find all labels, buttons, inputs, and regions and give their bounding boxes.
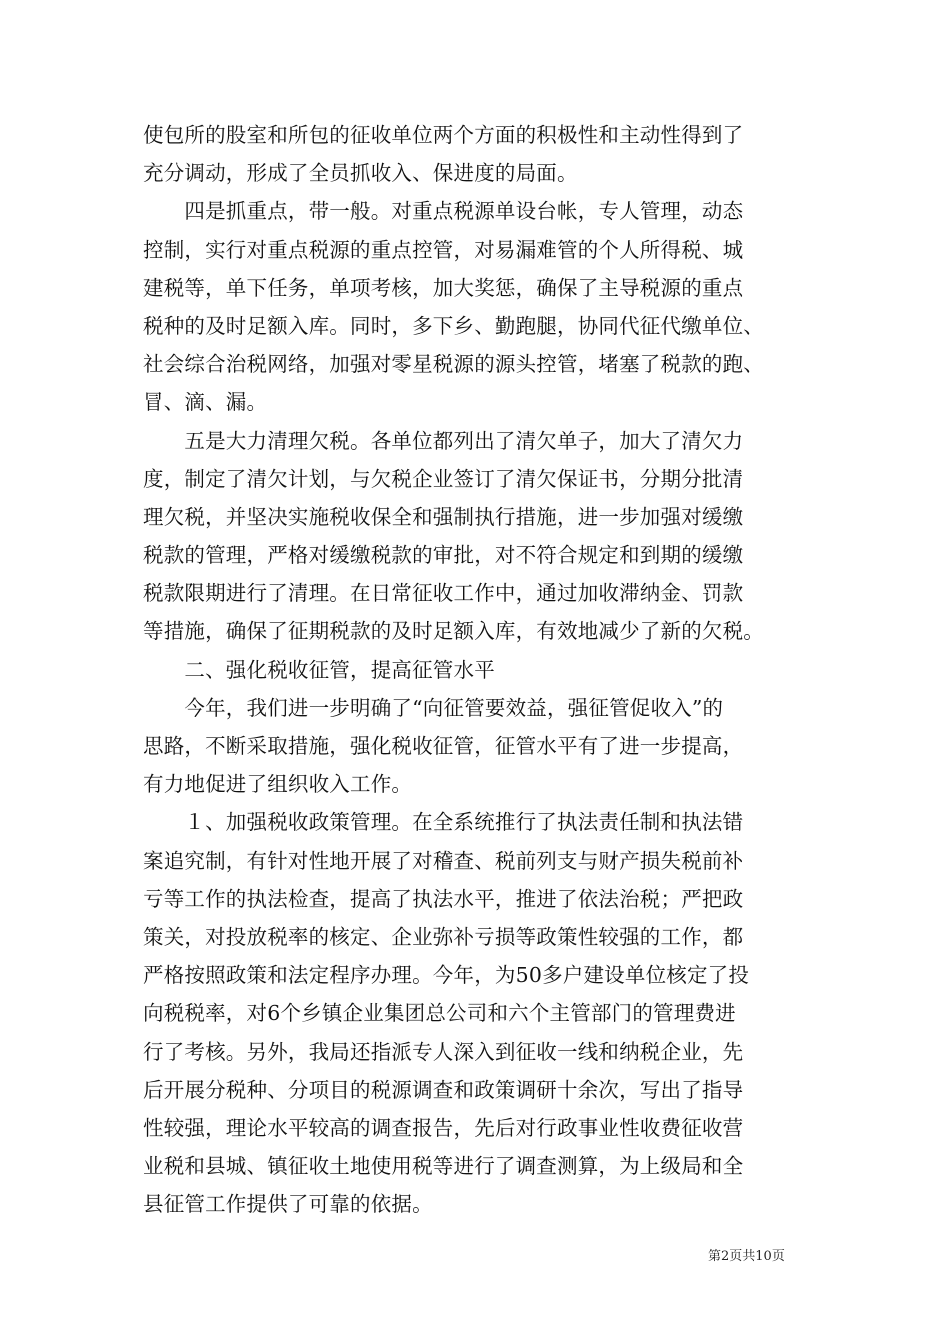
text-line-12: 税款的管理，严格对缓缴税款的审批，对不符合规定和到期的缓缴	[143, 543, 744, 568]
text-line-14: 等措施，确保了征期税款的及时足额入库，有效地减少了新的欠税。	[143, 619, 764, 644]
text-line-8: 冒、滴、漏。	[143, 390, 268, 415]
document-body	[143, 116, 833, 1223]
text-line-16: 今年，我们进一步明确了“向征管要效益，强征管促收入”的	[143, 695, 724, 720]
text-line-23: 严格按照政策和法定程序办理。今年，为50多户建设单位核定了投	[143, 963, 750, 988]
text-line-7: 社会综合治税网络，加强对零星税源的源头控管，堵塞了税款的跑、	[143, 352, 764, 377]
text-line-18: 有力地促进了组织收入工作。	[143, 772, 413, 797]
page-number-footer: 第2页共10页	[708, 1249, 785, 1264]
text-line-4: 控制，实行对重点税源的重点控管，对易漏难管的个人所得税、城	[143, 237, 744, 262]
text-line-21: 亏等工作的执法检查，提高了执法水平，推进了依法治税；严把政	[143, 886, 744, 911]
text-line-28: 业税和县城、镇征收土地使用税等进行了调查测算，为上级局和全	[143, 1154, 744, 1179]
text-line-20: 案追究制，有针对性地开展了对稽查、税前列支与财产损失税前补	[143, 848, 744, 873]
text-line-1: 使包所的股室和所包的征收单位两个方面的积极性和主动性得到了	[143, 123, 744, 147]
text-line-5: 建税等，单下任务，单项考核，加大奖惩，确保了主导税源的重点	[143, 275, 744, 300]
section-heading: 二、强化税收征管，提高征管水平	[143, 657, 495, 682]
text-line-24: 向税税率，对6个乡镇企业集团总公司和六个主管部门的管理费进	[143, 1001, 736, 1026]
text-line-26: 后开展分税种、分项目的税源调查和政策调研十余次，写出了指导	[143, 1077, 744, 1102]
text-line-29: 县征管工作提供了可靠的依据。	[143, 1192, 433, 1217]
text-line-9: 五是大力清理欠税。各单位都列出了清欠单子，加大了清欠力	[143, 428, 744, 453]
text-line-13: 税款限期进行了清理。在日常征收工作中，通过加收滞纳金、罚款	[143, 581, 744, 606]
text-line-27: 性较强，理论水平较高的调查报告，先后对行政事业性收费征收营	[143, 1115, 744, 1140]
text-line-2: 充分调动，形成了全员抓收入、保进度的局面。	[143, 161, 578, 186]
text-line-17: 思路，不断采取措施，强化税收征管，征管水平有了进一步提高，	[143, 734, 744, 758]
text-line-19: １、加强税收政策管理。在全系统推行了执法责任制和执法错	[143, 810, 744, 835]
text-line-25: 行了考核。另外，我局还指派专人深入到征收一线和纳税企业，先	[143, 1039, 744, 1064]
text-line-3: 四是抓重点，带一般。对重点税源单设台帐，专人管理，动态	[143, 199, 744, 224]
text-line-10: 度，制定了清欠计划，与欠税企业签订了清欠保证书，分期分批清	[143, 466, 744, 491]
text-line-11: 理欠税，并坚决实施税收保全和强制执行措施，进一步加强对缓缴	[143, 504, 744, 529]
text-line-22: 策关，对投放税率的核定、企业弥补亏损等政策性较强的工作，都	[143, 924, 744, 949]
text-line-6: 税种的及时足额入库。同时，多下乡、勤跑腿，协同代征代缴单位、	[143, 313, 764, 338]
